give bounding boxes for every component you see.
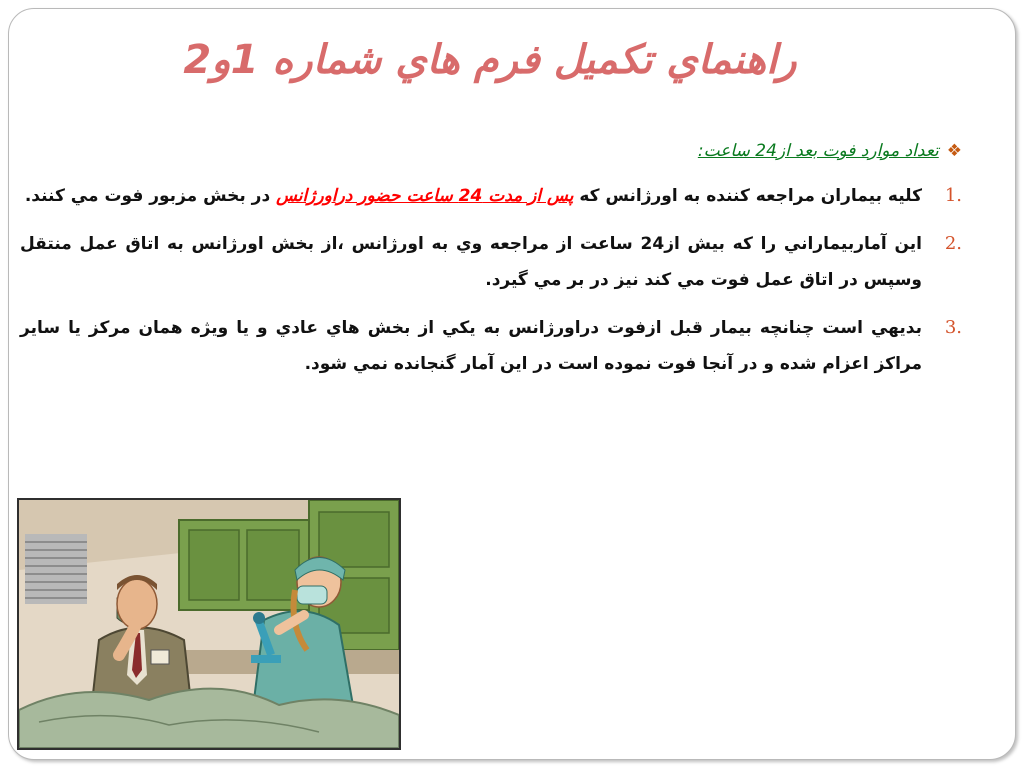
diamond-bullet-icon: ❖ xyxy=(946,141,962,161)
item-text: اين آماربيماراني را كه بيش از24 ساعت از مراجعه وي به اورژانس ،از بخش اورژانس به اتاق عمل منتقل وسپس در اتاق عمل فوت مي كند نيز در بر مي گيرد. xyxy=(20,234,922,290)
item-number: 2. xyxy=(944,233,962,254)
bullet-heading-text: تعداد موارد فوت بعد از24 ساعت: xyxy=(697,141,939,161)
bullet-heading xyxy=(20,136,962,166)
slide-content xyxy=(20,136,962,382)
list-item xyxy=(20,178,962,214)
item-number: 1. xyxy=(944,185,962,206)
item-text: بديهي است چنانچه بيمار قبل ازفوت دراورژانس به يكي از بخش هاي عادي و يا ويژه همان مركز يا ساير مراكز اعزام شده و در آنجا فوت نموده است در اين آمار گنجانده نمي شود. xyxy=(20,318,922,374)
doctor-and-nurse-clipart-icon xyxy=(17,498,401,750)
item-text-before: كليه بيماران مراجعه كننده به اورژانس كه xyxy=(573,186,922,206)
item-highlight: پس از مدت 24 ساعت حضور دراورژانس xyxy=(276,186,574,206)
item-number: 3. xyxy=(944,317,962,338)
slide-title: راهنماي تكميل فرم هاي شماره 1و2 xyxy=(183,37,797,83)
list-item xyxy=(20,310,962,382)
list-item xyxy=(20,226,962,298)
item-text-after: در بخش مزبور فوت مي كنند. xyxy=(24,186,277,206)
